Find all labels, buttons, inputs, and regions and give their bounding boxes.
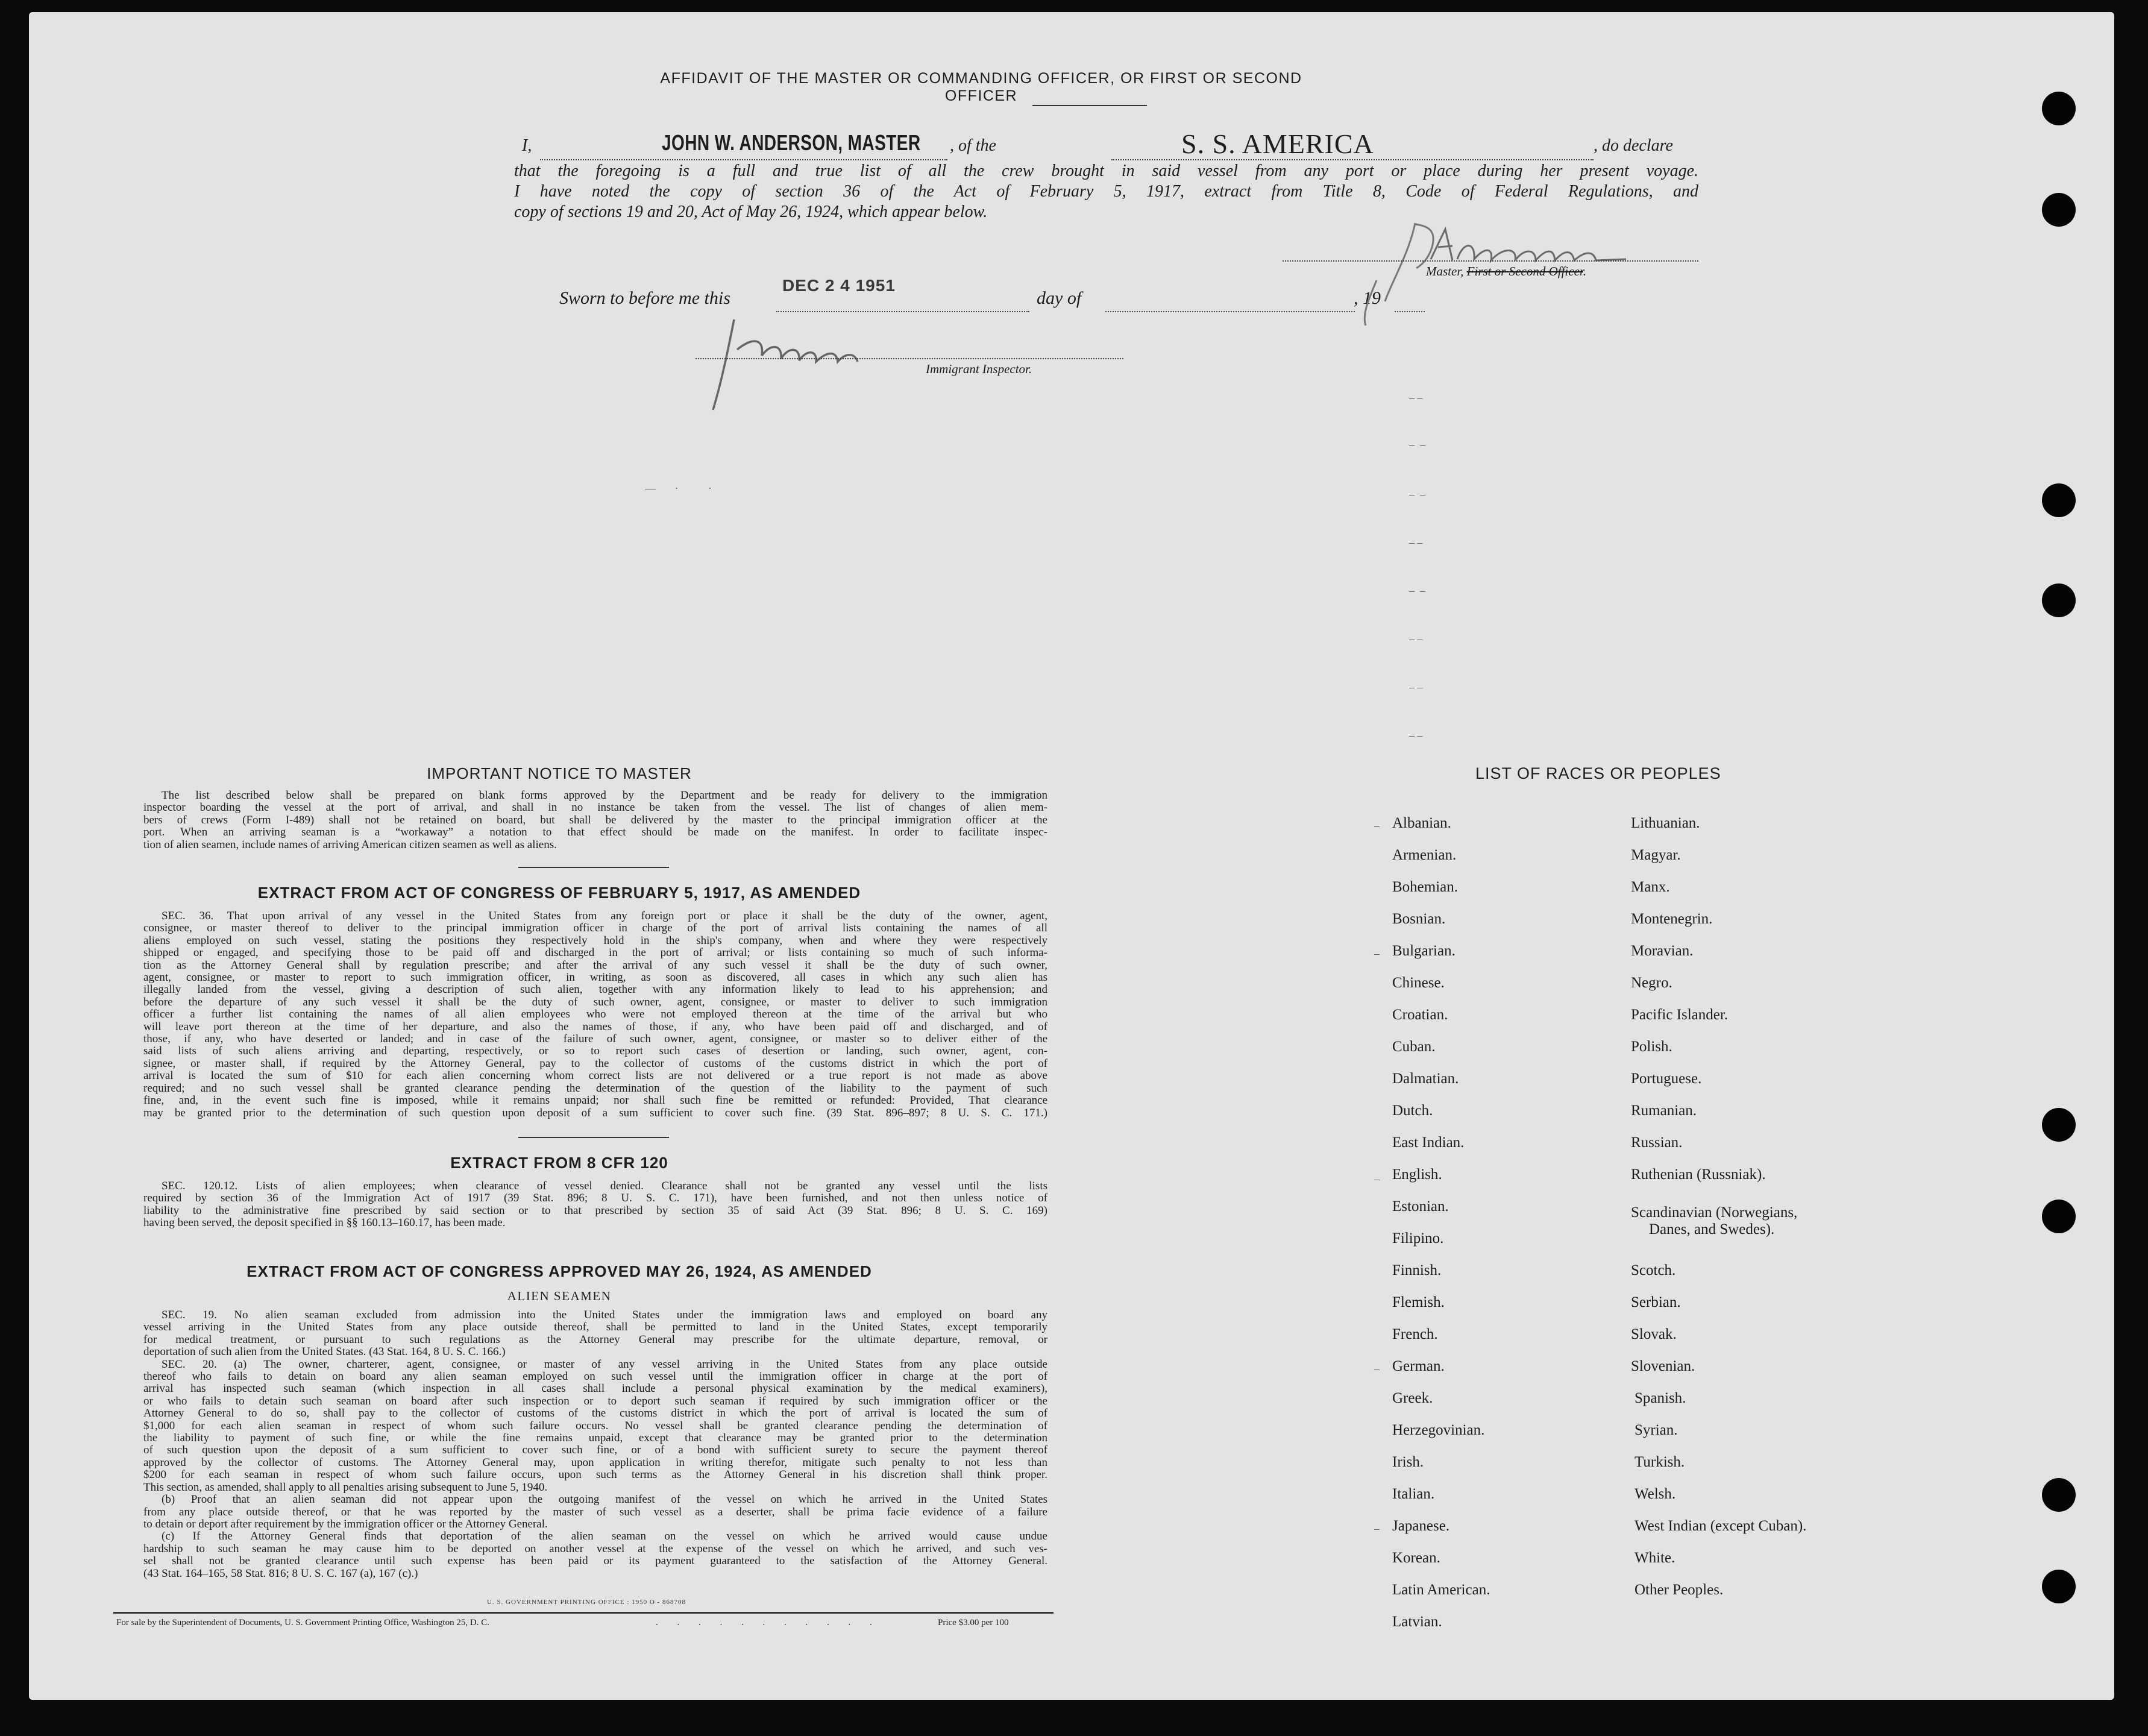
text-line: said lists of such aliens arriving and departing, respectively, or so to report such cases of desertion or landing, such owner, agent, con- <box>143 1045 1047 1058</box>
binder-hole <box>2042 583 2076 617</box>
statement-line-2: I have noted the copy of section 36 of the Act of February 5, 1917, extract from Title 8, Code of Federal Regulations, and <box>514 182 1698 201</box>
year-prefix: , 19 <box>1354 288 1381 308</box>
officer-caption <box>1426 264 1586 279</box>
faint-mark: – <box>1374 820 1380 832</box>
race-item: Russian. <box>1631 1134 1683 1151</box>
text-line: (43 Stat. 164–165, 58 Stat. 816; 8 U. S. C. 167 (a), 167 (c).) <box>143 1567 418 1580</box>
text-line: fine, and, in the event such fine is imposed, while it remains unpaid; nor shall such fine be remitted or refunded: Provided, That clearance <box>143 1094 1047 1107</box>
extract-cfr-text <box>143 1180 1047 1230</box>
race-item: Bohemian. <box>1392 879 1459 895</box>
binder-hole <box>2042 1200 2076 1233</box>
inspector-caption: Immigrant Inspector. <box>926 362 1032 376</box>
binder-hole <box>2042 483 2076 517</box>
text-line: tion of alien seamen, include names of arriving American citizen seamen as well as aliens. <box>143 838 557 851</box>
do-declare-label: , do declare <box>1594 136 1673 155</box>
day-of-label: day of <box>1037 288 1082 308</box>
text-line: consignee, or master thereof to deliver to the principal immigration officer in charge of the port of arrival lists containing the names of all <box>143 922 1047 935</box>
officer-caption-master: Master, <box>1426 264 1467 278</box>
race-item: Japanese. <box>1392 1518 1450 1534</box>
text-line: from any place outside thereof, or that he was reported by the master of such vessel as a deserter, shall be prima facie evidence of a failure <box>143 1505 1047 1518</box>
extract-1924-heading: EXTRACT FROM ACT OF CONGRESS APPROVED MAY 26, 1924, AS AMENDED <box>247 1262 872 1280</box>
section-rule <box>518 867 669 868</box>
text-line: agent, consignee, or master to report to such immigration officer, in writing, as soon as discovered, all cases in which any such alien has <box>143 971 1047 984</box>
race-item: Manx. <box>1631 879 1670 895</box>
race-item: Chinese. <box>1392 975 1445 991</box>
text-line: tion as the Attorney General shall by regulation prescribe; and after the arrival of any such vessel it shall be the duty of such owner, <box>143 958 1047 972</box>
race-item: Slovenian. <box>1631 1358 1695 1374</box>
race-item: Other Peoples. <box>1635 1582 1724 1598</box>
race-item: Serbian. <box>1631 1294 1681 1310</box>
text-line: approved by the collector of customs. The Attorney General may, upon application in writing therefor, mitigate such penalty to not less than <box>143 1456 1047 1469</box>
faint-mark: – <box>1374 1363 1380 1375</box>
text-line: port. When an arriving seaman is a “workaway” a notation to that effect should be made on the manifest. In order to facilitate inspec- <box>143 826 1047 839</box>
binder-hole <box>2042 193 2076 227</box>
inspector-signature-line <box>696 358 1123 359</box>
notice-heading: IMPORTANT NOTICE TO MASTER <box>427 764 692 782</box>
text-line: (b) Proof that an alien seaman did not appear upon the outgoing manifest of the vessel on which he arrived in the United States <box>162 1493 1047 1506</box>
text-line: having been served, the deposit specified in §§ 160.13–160.17, has been made. <box>143 1216 506 1230</box>
race-item: Cuban. <box>1392 1039 1436 1055</box>
faint-mark: – – <box>1409 681 1423 693</box>
text-line: sel shall not be granted clearance until such expense has been paid or its payment guaranteed to the satisfaction of the Attorney General. <box>143 1555 1047 1568</box>
sworn-date-stamp: DEC 2 4 1951 <box>782 276 896 295</box>
race-item: Negro. <box>1631 975 1672 991</box>
text-line: The list described below shall be prepared on blank forms approved by the Department and be ready for delivery to the immigration <box>162 789 1047 802</box>
text-line: SEC. 36. That upon arrival of any vessel in the United States from any foreign port or place it shall be the duty of the owner, agent, <box>162 910 1047 922</box>
faint-mark: – – <box>1409 439 1425 451</box>
race-item: Montenegrin. <box>1631 911 1713 927</box>
notice-text <box>143 790 1047 851</box>
binder-hole <box>2042 92 2076 125</box>
price-note: Price $3.00 per 100 <box>938 1618 1009 1628</box>
text-line: SEC. 120.12. Lists of alien employees; when clearance of vessel denied. Clearance shall not be granted any vessel until the lists <box>162 1180 1047 1192</box>
faint-mark: – <box>1374 948 1380 960</box>
text-line: will leave port thereon at the time of her departure, and also the names of those, if any, who have been paid off and discharged, and of <box>143 1020 1047 1033</box>
i-label: I, <box>522 136 532 155</box>
text-line: those, if any, who have deserted or landed; and in case of the failure of such owner, agent, consignee, or master so to deliver either of the <box>143 1033 1047 1046</box>
text-line: liability to the administrative fine prescribed by said section or to that prescribed by section 35 of said Act (39 Stat. 896; 8 U. S. C. 169) <box>143 1204 1047 1217</box>
master-name: JOHN W. ANDERSON, MASTER <box>662 130 921 155</box>
officer-caption-end: . <box>1583 264 1586 278</box>
text-line: vessel arriving in the United States from any place outside thereof, shall be permitted to land in the United States, except temporarily <box>143 1321 1047 1334</box>
officer-caption-struck: First or Second Officer <box>1466 264 1583 278</box>
month-line <box>1105 311 1355 312</box>
faint-mark: – – <box>1409 536 1423 549</box>
race-item: Latin American. <box>1392 1582 1490 1598</box>
faint-mark: – – <box>1409 633 1423 645</box>
text-line: This section, as amended, shall apply to all penalties arising subsequent to June 5, 1940. <box>143 1480 548 1494</box>
faint-mark: – – <box>1409 488 1425 500</box>
race-item: Bosnian. <box>1392 911 1446 927</box>
text-line: arrival has inspected such seaman (which inspection in all cases shall include a personal physical examination by the medical examiners), <box>143 1382 1047 1395</box>
master-signature-line <box>1283 260 1698 262</box>
race-item: Armenian. <box>1392 847 1457 863</box>
text-line: (c) If the Attorney General finds that deportation of the alien seaman on the vessel on which he arrived would cause undue <box>162 1530 1047 1543</box>
gpo-imprint: U. S. GOVERNMENT PRINTING OFFICE : 1950 O - 868708 <box>487 1599 686 1606</box>
year-line <box>1395 311 1425 312</box>
text-line: SEC. 19. No alien seaman excluded from admission into the United States under the immigration laws and employed on board any <box>162 1309 1047 1321</box>
race-item: German. <box>1392 1358 1445 1374</box>
section-rule <box>518 1137 669 1138</box>
race-item: Finnish. <box>1392 1262 1442 1278</box>
race-item: Dalmatian. <box>1392 1071 1459 1087</box>
text-line: arrival is located the sum of $10 for each alien concerning whom correct lists are not delivered or a true report is not made as above <box>143 1069 1047 1083</box>
race-item: Filipino. <box>1392 1230 1444 1247</box>
text-line: $200 for each seaman in respect of whom such failure occurs, upon such terms as the Attorney General in his discretion shall think proper. <box>143 1468 1047 1482</box>
statement-line-1: that the foregoing is a full and true list of all the crew brought in said vessel from any port or place during her present voyage. <box>514 162 1698 180</box>
text-line: bers of crews (Form I-489) shall not be retained on board, but shall be delivered by the master to the principal immigration officer at the <box>143 813 1047 826</box>
extract-1917-heading: EXTRACT FROM ACT OF CONGRESS OF FEBRUARY 5, 1917, AS AMENDED <box>257 884 861 902</box>
binder-hole <box>2042 1570 2076 1603</box>
text-line: Attorney General to do so, shall pay to the collector of customs of the customs district in which the port of arrival is located the sum of <box>143 1407 1047 1420</box>
year-check-mark <box>1358 277 1383 332</box>
faint-mark: – – <box>1409 392 1423 404</box>
race-item: Syrian. <box>1635 1422 1678 1438</box>
text-line: thereof who fails to detain on board any alien seaman employed on such vessel until the immigration officer in charge at the port of <box>143 1370 1047 1383</box>
inspector-signature <box>710 313 927 422</box>
text-line: aliens employed on such vessel, stating the positions they respectively hold in the ship's company, when and where they were respectively <box>143 934 1047 947</box>
race-item: Scandinavian (Norwegians, <box>1631 1204 1798 1221</box>
race-item: West Indian (except Cuban). <box>1635 1518 1807 1534</box>
race-item: Moravian. <box>1631 943 1694 959</box>
text-line: required; and no such vessel shall be granted clearance pending the determination of the question of the liability to the payment of such <box>143 1081 1047 1095</box>
text-line: the liability to payment of such fine, or while the fine remains unpaid, except that clearance may be granted prior to the determination <box>143 1432 1047 1445</box>
text-line: officer a further list containing the names of all alien employees who were not employed thereon at the time of the arrival but who <box>143 1008 1047 1021</box>
faint-mark: –– · · <box>645 482 712 494</box>
race-item: Lithuanian. <box>1631 815 1700 831</box>
text-line: SEC. 20. (a) The owner, charterer, agent, consignee, or master of any vessel arriving in the United States from any place outside <box>162 1357 1047 1371</box>
vessel-name: S. S. AMERICA <box>1181 128 1374 159</box>
footer-leader: . . . . . . . . . . . <box>656 1618 881 1628</box>
text-line: of such question upon the deposit of a sum sufficient to cover such fine, or of a bond with sufficient surety to secure the payment thereof <box>143 1444 1047 1457</box>
race-item: French. <box>1392 1326 1438 1342</box>
of-the-label: , of the <box>950 136 996 155</box>
race-item: Irish. <box>1392 1454 1424 1470</box>
faint-mark: – – <box>1409 585 1425 597</box>
race-item: Scotch. <box>1631 1262 1676 1278</box>
race-item: Spanish. <box>1635 1390 1686 1406</box>
for-sale-note: For sale by the Superintendent of Documents, U. S. Government Printing Office, Washington 25, D. C. <box>116 1618 489 1628</box>
race-item: White. <box>1635 1550 1675 1566</box>
race-item: Dutch. <box>1392 1102 1433 1119</box>
footer-rule <box>113 1612 1054 1614</box>
heading-rule <box>1032 105 1147 106</box>
text-line: or who fails to detain such seaman on board after such inspection or to deport such seaman if required by such immigration officer or the <box>143 1394 1047 1407</box>
extract-1924-text <box>143 1309 1047 1580</box>
race-item: Danes, and Swedes). <box>1649 1221 1775 1238</box>
race-item: Greek. <box>1392 1390 1433 1406</box>
text-line: illegally landed from the vessel, giving a description of such alien, together with any information likely to lead to his apprehension; and <box>143 983 1047 996</box>
race-item: Pacific Islander. <box>1631 1007 1729 1023</box>
faint-mark: – – <box>1409 729 1423 741</box>
text-line: hardship to such seaman he may cause him to be deported on another vessel at the expense of the vessel on which he arrived, and such ves- <box>143 1542 1047 1555</box>
binder-hole <box>2042 1478 2076 1512</box>
race-item: Italian. <box>1392 1486 1435 1502</box>
race-item: Welsh. <box>1635 1486 1676 1502</box>
master-signature <box>1373 211 1662 313</box>
master-name-line <box>540 159 947 160</box>
race-item: Polish. <box>1631 1039 1672 1055</box>
race-item: East Indian. <box>1392 1134 1465 1151</box>
race-item: Magyar. <box>1631 847 1681 863</box>
race-item: Croatian. <box>1392 1007 1448 1023</box>
form-page <box>29 12 2114 1700</box>
text-line: to detain or deport after requirement by the immigration officer or the Attorney General. <box>143 1517 548 1530</box>
faint-mark: – <box>1374 1173 1380 1185</box>
race-item: Albanian. <box>1392 815 1451 831</box>
text-line: before the departure of any such vessel it shall be the duty of such owner, agent, consignee, or master to deliver to such immigration <box>143 995 1047 1008</box>
race-item: Slovak. <box>1631 1326 1677 1342</box>
text-line: deportation of such alien from the United States. (43 Stat. 164, 8 U. S. C. 166.) <box>143 1345 506 1359</box>
race-item: Turkish. <box>1635 1454 1685 1470</box>
text-line: may be granted prior to the determination of such question upon deposit of a sum sufficient to cover such fine. (39 Stat. 896–897; 8 U. S. C. 171.) <box>143 1106 1047 1119</box>
statement-line-3: copy of sections 19 and 20, Act of May 26, 1924, which appear below. <box>514 203 988 221</box>
race-item: Latvian. <box>1392 1614 1442 1630</box>
race-item: Bulgarian. <box>1392 943 1456 959</box>
text-line: required by section 36 of the Immigration Act of 1917 (39 Stat. 896; 8 U. S. C. 171), have been furnished, and not then unless notice of <box>143 1192 1047 1205</box>
race-item: Rumanian. <box>1631 1102 1697 1119</box>
binder-hole <box>2042 1108 2076 1142</box>
affidavit-heading: AFFIDAVIT OF THE MASTER OR COMMANDING OFFICER, OR FIRST OR SECOND OFFICER <box>660 70 1302 104</box>
text-line: $1,000 for each alien seaman in respect of whom such failure occurs. No vessel shall be granted clearance pending the determination of <box>143 1419 1047 1432</box>
race-item: Flemish. <box>1392 1294 1445 1310</box>
extract-1917-text <box>143 910 1047 1119</box>
race-item: English. <box>1392 1166 1442 1183</box>
text-line: for medical treatment, or pursuant to such regulations as the Attorney General may prescribe for the ultimate departure, removal, or <box>143 1333 1047 1346</box>
race-item: Portuguese. <box>1631 1071 1702 1087</box>
race-item: Estonian. <box>1392 1198 1449 1215</box>
text-line: inspector boarding the vessel at the port of arrival, and shall in no instance be taken from the vessel. The list of changes of alien mem- <box>143 801 1047 814</box>
extract-cfr-heading: EXTRACT FROM 8 CFR 120 <box>450 1154 668 1172</box>
sworn-date-line <box>776 311 1029 312</box>
faint-mark: – <box>1374 1523 1380 1535</box>
race-item: Herzegovinian. <box>1392 1422 1485 1438</box>
text-line: shipped or engaged, and specifying those to be paid off and discharged in the port of arrival; or lists containing so much of such informa- <box>143 946 1047 960</box>
races-heading: LIST OF RACES OR PEOPLES <box>1475 764 1721 782</box>
text-line: signee, or master shall, if required by the Attorney General, pay to the collector of customs of the customs district in which the port of <box>143 1057 1047 1070</box>
sworn-label: Sworn to before me this <box>559 288 730 308</box>
race-item: Korean. <box>1392 1550 1440 1566</box>
race-item: Ruthenian (Russniak). <box>1631 1166 1766 1183</box>
alien-seamen-subheading: ALIEN SEAMEN <box>507 1289 612 1303</box>
